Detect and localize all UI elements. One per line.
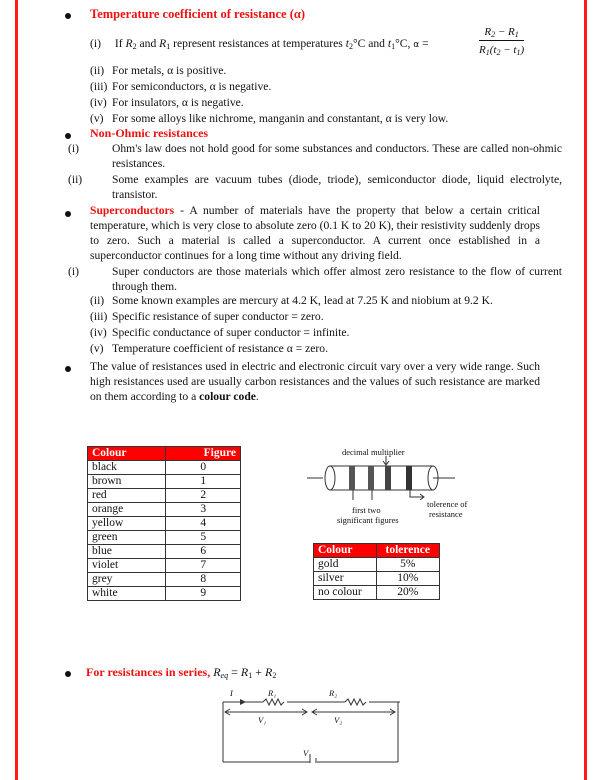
temp-coeff-item-1: (i) If $R_2$ and $R_1$ represent resistances at temperatures $t_2^\circ C$ and $t_1^\circ C$, α =: [90, 37, 429, 51]
label-v: V: [303, 748, 309, 758]
superconductors-item-1: (i) Super conductors are those materials which offer almost zero resistance to the flow of current through them.: [68, 265, 562, 293]
bullet-icon: [65, 211, 71, 217]
label-resistance: resistance: [429, 509, 463, 519]
colour-code-paragraph: The value of resistances used in electric and electronic circuit vary over a very wide range. Such high resistances used are usually carbon resistances and the values of such resistance are marked on them according to a colour code.: [90, 360, 540, 403]
temp-coeff-item-2: (ii) For metals, α is positive.: [90, 64, 227, 77]
superconductors-paragraph: Superconductors - A number of materials have the property that below a certain critical temperature, which is very close to absolute zero (0.1 K to 20 K), their resistivity suddenly drops to zero. Such a material is called a superconductor. A current once established in a superconductor continues for a long time without any driving field.: [90, 204, 540, 262]
superconductors-item-3: (iii) Specific resistance of super conductor = zero.: [90, 310, 324, 323]
column-header: Figure: [166, 447, 241, 461]
tolerance-table: [313, 543, 440, 600]
table-row: blue 6: [88, 545, 241, 559]
series-heading: For resistances in series, $R_{eq} = R_1 + R_2$: [86, 665, 277, 680]
column-header: tolerence: [376, 544, 439, 558]
table-header-row: [88, 447, 241, 461]
superconductors-item-4: (iv) Specific conductance of super conductor = infinite.: [90, 326, 350, 339]
non-ohmic-item-2: (ii) Some examples are vacuum tubes (diode, triode), semiconductor diode, liquid electrolyte, transistor.: [68, 173, 562, 201]
table-row: yellow 4: [88, 517, 241, 531]
table-row: violet 7: [88, 559, 241, 573]
table-row: brown 1: [88, 475, 241, 489]
table-row: no colour 20%: [314, 586, 440, 600]
table-row: black 0: [88, 461, 241, 475]
bullet-icon: [65, 13, 71, 19]
table-row: orange 3: [88, 503, 241, 517]
table-row: green 5: [88, 531, 241, 545]
label-r1: R₁: [268, 688, 277, 698]
label-first-two: first two: [352, 505, 381, 515]
non-ohmic-item-1: (i) Ohm's law does not hold good for some substances and conductors. These are called non-ohmic resistances.: [68, 142, 562, 170]
resistor-diagram: [305, 455, 465, 500]
temp-coeff-item-3: (iii) For semiconductors, α is negative.: [90, 80, 272, 93]
table-header-row: [314, 544, 440, 558]
temp-coeff-item-4: (iv) For insulators, α is negative.: [90, 96, 244, 109]
table-row: gold 5%: [314, 558, 440, 572]
label-tolerence-of: tolerence of: [427, 499, 468, 509]
column-header: Colour: [314, 544, 377, 558]
table-row: grey 8: [88, 573, 241, 587]
bullet-icon: [65, 671, 71, 677]
heading-non-ohmic: Non-Ohmic resistances: [90, 126, 209, 140]
table-row: red 2: [88, 489, 241, 503]
series-circuit-diagram: [220, 685, 400, 763]
label-decimal-multiplier: decimal multiplier: [342, 447, 405, 457]
bullet-icon: [65, 366, 71, 372]
label-v1: V₁: [258, 715, 267, 725]
colour-figure-table: [87, 446, 241, 601]
label-current: I: [230, 688, 233, 698]
label-significant-figures: significant figures: [337, 515, 399, 525]
label-v2: V₂: [334, 715, 343, 725]
superconductors-item-5: (v) Temperature coefficient of resistance α = zero.: [90, 342, 328, 355]
table-row: white 9: [88, 587, 241, 601]
column-header: Colour: [88, 447, 166, 461]
bullet-icon: [65, 133, 71, 139]
heading-temp-coeff: Temperature coefficient of resistance (α): [90, 7, 306, 21]
table-row: silver 10%: [314, 572, 440, 586]
label-r2: R₂: [329, 688, 338, 698]
temp-coeff-item-5: (v) For some alloys like nichrome, manganin and constantant, α is very low.: [90, 112, 449, 125]
current-arrow-icon: [240, 699, 246, 705]
superconductors-item-2: (ii) Some known examples are mercury at 4.2 K, lead at 7.25 K and niobium at 9.2 K.: [90, 294, 493, 307]
alpha-formula: $\frac{R_2 - R_1}{R_1(t_2 - t_1)}$: [479, 26, 525, 57]
